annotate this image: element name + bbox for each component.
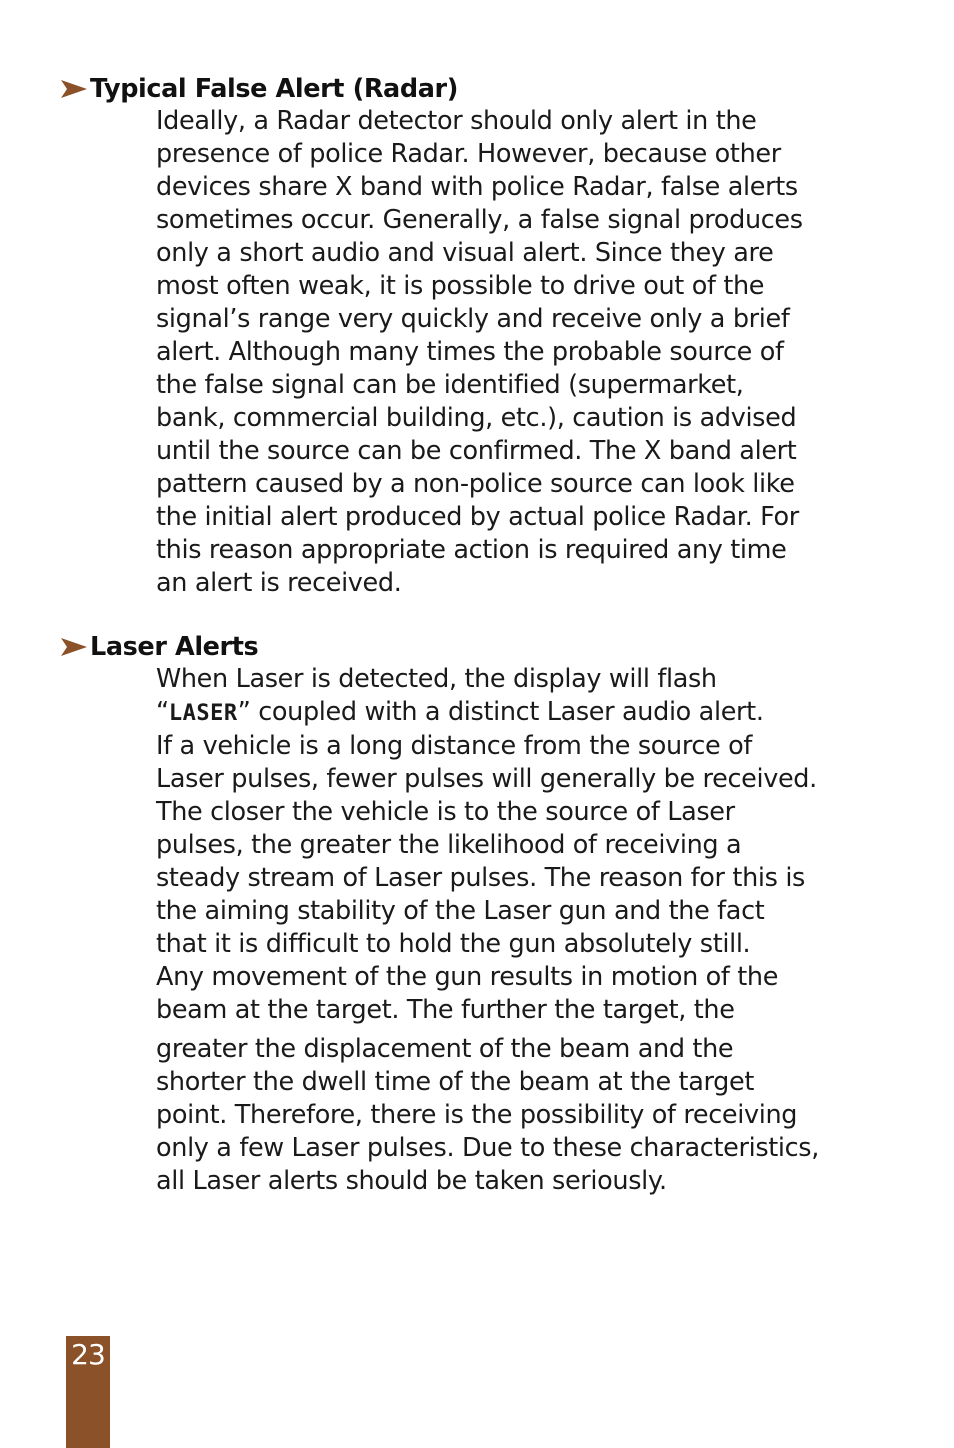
- body-line: bank, commercial building, etc.), caution is advised: [156, 403, 797, 433]
- body-line: all Laser alerts should be taken seriously.: [156, 1166, 667, 1196]
- display-word-laser: LASER: [168, 701, 238, 726]
- body-line: Any movement of the gun results in motion of the: [156, 962, 779, 992]
- section-heading-row: [60, 630, 940, 663]
- body-line: point. Therefore, there is the possibility of receiving: [156, 1100, 798, 1130]
- body-line: If a vehicle is a long distance from the source of: [156, 731, 753, 761]
- section-body: [156, 105, 896, 600]
- body-line: signal’s range very quickly and receive only a brief: [156, 304, 790, 334]
- section-body: [156, 663, 896, 1198]
- body-line: Laser pulses, fewer pulses will generally be received.: [156, 764, 817, 794]
- body-line: pattern caused by a non-police source can look like: [156, 469, 795, 499]
- body-line-with-display-word: [156, 696, 896, 730]
- body-line: the initial alert produced by actual police Radar. For: [156, 502, 799, 532]
- section-laser-alerts: [60, 630, 940, 1198]
- body-line: The closer the vehicle is to the source of Laser: [156, 797, 735, 827]
- body-line: the aiming stability of the Laser gun and the fact: [156, 896, 765, 926]
- body-line: beam at the target. The further the target, the: [156, 995, 735, 1025]
- open-quote: “: [156, 697, 169, 727]
- body-line: presence of police Radar. However, because other: [156, 139, 781, 169]
- body-line: steady stream of Laser pulses. The reason for this is: [156, 863, 805, 893]
- arrow-bullet-icon: [60, 78, 88, 100]
- body-line: When Laser is detected, the display will flash: [156, 664, 717, 694]
- section-typical-false-alert: [60, 72, 940, 600]
- body-line-rest: ” coupled with a distinct Laser audio alert.: [237, 697, 764, 727]
- body-line: Ideally, a Radar detector should only alert in the: [156, 106, 757, 136]
- body-line: sometimes occur. Generally, a false signal produces: [156, 205, 803, 235]
- body-line: pulses, the greater the likelihood of receiving a: [156, 830, 742, 860]
- body-line: greater the displacement of the beam and the: [156, 1034, 734, 1064]
- body-line: until the source can be confirmed. The X band alert: [156, 436, 797, 466]
- page-number-tab: [66, 1336, 110, 1448]
- page-number: 23: [71, 1338, 105, 1371]
- body-line: shorter the dwell time of the beam at the target: [156, 1067, 754, 1097]
- section-heading: Laser Alerts: [90, 631, 259, 662]
- arrow-bullet-icon: [60, 636, 88, 658]
- body-line: this reason appropriate action is required any time: [156, 535, 787, 565]
- body-line: an alert is received.: [156, 568, 402, 598]
- section-heading-row: [60, 72, 940, 105]
- body-line: only a short audio and visual alert. Since they are: [156, 238, 774, 268]
- body-line: alert. Although many times the probable source of: [156, 337, 784, 367]
- body-line: the false signal can be identified (supermarket,: [156, 370, 744, 400]
- body-line: only a few Laser pulses. Due to these characteristics,: [156, 1133, 820, 1163]
- body-line: most often weak, it is possible to drive out of the: [156, 271, 765, 301]
- body-line: that it is difficult to hold the gun absolutely still.: [156, 929, 751, 959]
- body-line: devices share X band with police Radar, false alerts: [156, 172, 798, 202]
- section-heading: Typical False Alert (Radar): [90, 73, 458, 104]
